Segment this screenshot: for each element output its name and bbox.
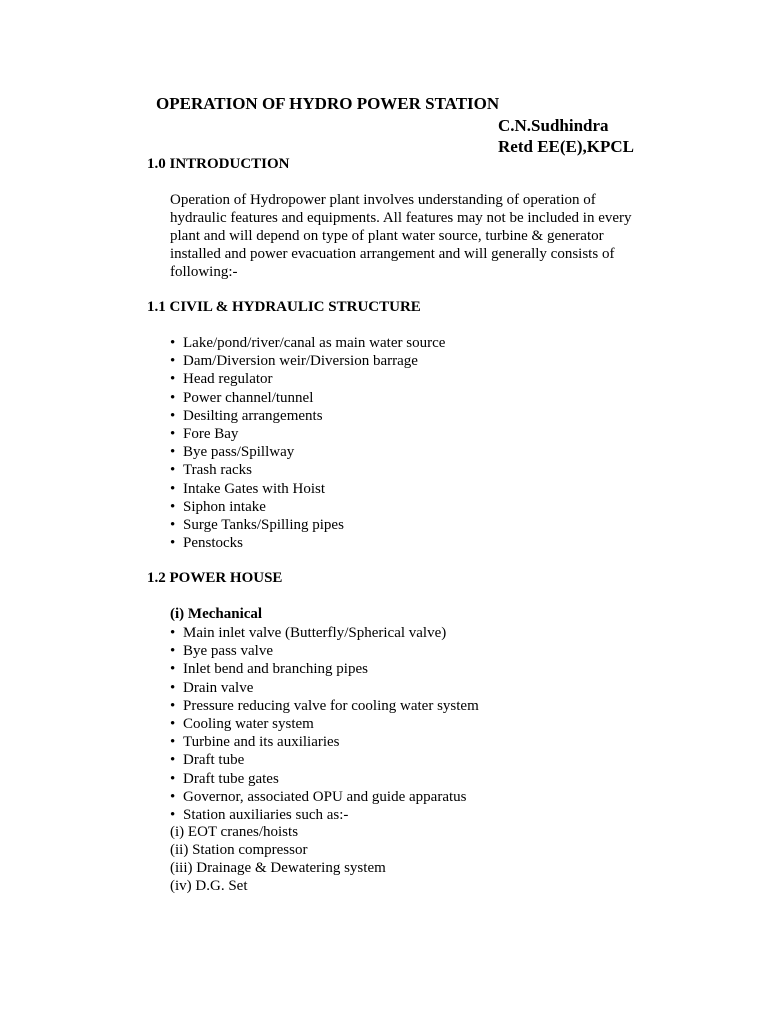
list-item-text: Station auxiliaries such as:- (183, 807, 349, 824)
mechanical-equipment-list (170, 624, 479, 824)
list-item-text: Dam/Diversion weir/Diversion barrage (183, 353, 418, 370)
bullet-icon: • (170, 480, 176, 497)
station-auxiliaries-list (170, 823, 386, 895)
list-item (170, 751, 479, 769)
list-item (170, 370, 445, 388)
bullet-icon: • (170, 444, 176, 461)
list-item-text: Trash racks (183, 462, 253, 479)
list-item (170, 407, 445, 425)
bullet-icon: • (170, 498, 176, 515)
bullet-icon: • (170, 643, 176, 660)
list-item (170, 498, 445, 516)
section-heading-introduction: 1.0 INTRODUCTION (147, 156, 290, 172)
paragraph-line: plant and will depend on type of plant water source, turbine & generator (170, 228, 604, 244)
list-item (170, 334, 445, 352)
author-name: C.N.Sudhindra (498, 116, 609, 135)
list-item: (i) EOT cranes/hoists (170, 824, 299, 840)
list-item-text: Turbine and its auxiliaries (183, 734, 340, 751)
bullet-icon: • (170, 697, 176, 714)
list-item (170, 806, 479, 824)
bullet-icon: • (170, 371, 176, 388)
list-item (170, 443, 445, 461)
list-item-text: Fore Bay (183, 426, 239, 443)
author-designation: Retd EE(E),KPCL (498, 137, 634, 156)
list-item (170, 697, 479, 715)
bullet-icon: • (170, 535, 176, 552)
list-item-text: Inlet bend and branching pipes (183, 661, 368, 678)
bullet-icon: • (170, 807, 176, 824)
list-item-text: Intake Gates with Hoist (183, 480, 326, 497)
list-item (170, 642, 479, 660)
bullet-icon: • (170, 335, 176, 351)
list-item (170, 715, 479, 733)
bullet-icon: • (170, 770, 176, 787)
section-heading-power-house: 1.2 POWER HOUSE (147, 570, 283, 586)
list-item-text: Surge Tanks/Spilling pipes (183, 517, 344, 534)
list-item (170, 679, 479, 697)
list-item-text: Desilting arrangements (183, 407, 323, 424)
author-block (498, 115, 634, 157)
paragraph-line: hydraulic features and equipments. All features may not be included in every (170, 210, 632, 226)
list-item (170, 461, 445, 479)
paragraph-line: installed and power evacuation arrangement and will generally consists of (170, 246, 615, 262)
list-item (170, 624, 479, 642)
list-item-text: Bye pass/Spillway (183, 444, 295, 461)
bullet-icon: • (170, 353, 176, 370)
list-item-text: Lake/pond/river/canal as main water source (183, 335, 446, 351)
list-item (170, 534, 445, 552)
bullet-icon: • (170, 752, 176, 769)
list-item (170, 352, 445, 370)
bullet-icon: • (170, 734, 176, 751)
bullet-icon: • (170, 661, 176, 678)
bullet-icon: • (170, 517, 176, 534)
bullet-icon: • (170, 407, 176, 424)
list-item-text: Draft tube (183, 752, 245, 769)
bullet-icon: • (170, 625, 176, 641)
list-item: (iii) Drainage & Dewatering system (170, 860, 386, 876)
introduction-paragraph (170, 191, 640, 281)
list-item (170, 516, 445, 534)
list-item-text: Power channel/tunnel (183, 389, 314, 406)
section-heading-civil-hydraulic: 1.1 CIVIL & HYDRAULIC STRUCTURE (147, 299, 421, 315)
bullet-icon: • (170, 716, 176, 733)
list-item: (iv) D.G. Set (170, 878, 248, 894)
list-item (170, 733, 479, 751)
list-item-text: Bye pass valve (183, 643, 273, 660)
list-item-text: Main inlet valve (Butterfly/Spherical valve) (183, 625, 447, 641)
bullet-icon: • (170, 679, 176, 696)
list-item-text: Penstocks (183, 535, 243, 552)
list-item-text: Cooling water system (183, 716, 314, 733)
paragraph-line: following:- (170, 264, 238, 280)
list-item (170, 389, 445, 407)
list-item-text: Draft tube gates (183, 770, 279, 787)
list-item (170, 788, 479, 806)
list-item (170, 770, 479, 788)
list-item: (ii) Station compressor (170, 842, 308, 858)
list-item (170, 480, 445, 498)
document-title: OPERATION OF HYDRO POWER STATION (156, 94, 500, 113)
list-item (170, 425, 445, 443)
list-item-text: Pressure reducing valve for cooling water system (183, 697, 479, 714)
list-item-text: Siphon intake (183, 498, 266, 515)
bullet-icon: • (170, 426, 176, 443)
bullet-icon: • (170, 389, 176, 406)
list-item (170, 660, 479, 678)
civil-structure-list (170, 334, 445, 552)
bullet-icon: • (170, 788, 176, 805)
list-item-text: Drain valve (183, 679, 254, 696)
list-item-text: Governor, associated OPU and guide apparatus (183, 788, 467, 805)
paragraph-line: Operation of Hydropower plant involves understanding of operation of (170, 192, 596, 208)
bullet-icon: • (170, 462, 176, 479)
list-item-text: Head regulator (183, 371, 273, 388)
subsection-heading-mechanical: (i) Mechanical (170, 606, 263, 622)
